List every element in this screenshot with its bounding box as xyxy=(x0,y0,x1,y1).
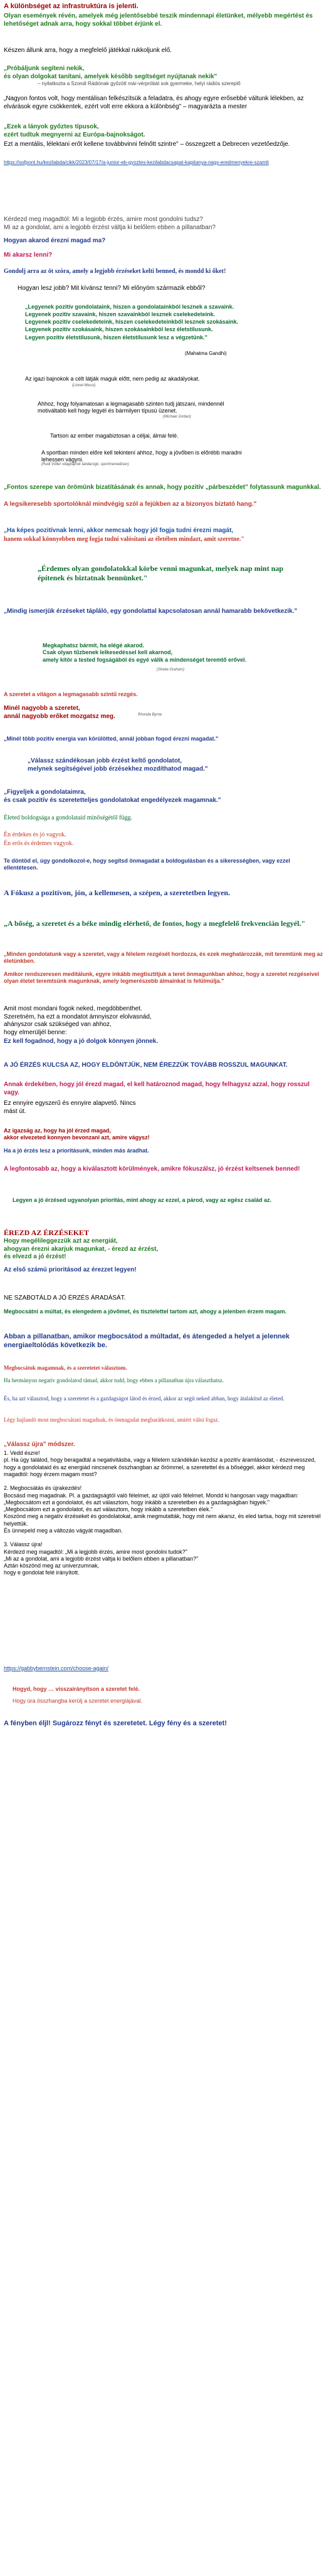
abban: Abban a pillanatban, amikor megbocsátod a múltadat, és átengeded a helyet a jelennek energiaeltolódás következik be. xyxy=(4,1333,290,1349)
megbocsatok: Megbocsátok magamnak, és a szeretetet választom. xyxy=(4,1365,127,1371)
figyeljek-quote: „Figyeljek a gondolataimra, és csak pozitív és szeretetteljes gondolatokat engedélyezek magamnak." xyxy=(4,789,221,804)
amit-most-bold: Ez kell fogadnod, hogy a jó dolgok könnyen jönnek. xyxy=(4,1038,159,1045)
ha-red: hanem sokkal könnyebben meg fogja tudni valósítani az életében mindazt, amit szeretne." xyxy=(4,536,244,543)
amit-most: Amit most mondani fogok neked, megdöbbenthet. Szeretném, ha ezt a mondatot ámnyiszor elolvasnád, ahányszor csak szükséged van ahhoz, hogy elmerüljél benne: xyxy=(4,1005,152,1036)
fontos-green: „Fontos szerepe van örömünk bizatításának és annak, hogy pozitív „párbeszédet" folytassunk magunkkal. xyxy=(4,484,321,491)
megbocsatni: Megbocsátni a múltat, és elengedem a jövőmet, és tisztelettel tartom azt, ahogy a jelenben érzem magam. xyxy=(4,1308,287,1315)
valassz-quote: „Válassz szándékosan jobb érzést keltő gondolatot, melynek segítségével jobb érzésekhez mozdíthatod magad." xyxy=(28,757,208,772)
quote1-head: „Próbáljunk segíteni nekik, és olyan dolgokat tanítani, amelyek később segítséget nyújtanak nekik" xyxy=(4,65,217,80)
erdemes-quote: „Érdemes olyan gondolatokkal körbe venni magunkat, melyek nap mint nap építenek és biztatnak bennünket." xyxy=(38,564,284,582)
minel-tobb: „Minél több pozitív energia van körülötted, annál jobban fogod érezni magadat." xyxy=(4,736,219,742)
minel-quote: Minél nagyobb a szeretet, annál nagyobb erőket mozgatsz meg. xyxy=(4,705,115,720)
legy: Légy hajlandó most megbocsátani magadnak, és önmagadat megbarátkozni, amiért válni fogsz. xyxy=(4,1417,219,1423)
es-ha: És, ha azt választod, hogy a szeretetet és a gazdagságot látod és érzed, akkor az segít neked abban, hogy átalakítsd az életed. xyxy=(4,1395,285,1402)
question-gondolj: Gondolj arra az öt szóra, amely a legjobb érzéseket kelti benned, és mondd ki őket! xyxy=(4,268,226,275)
boseg-quote: „A bőség, a szeretet és a béke mindig elérhető, de fontos, hogy a megfelelő frekvencián legyél." xyxy=(4,919,306,928)
gandhi-signature: (Mahatma Gandhi) xyxy=(185,351,227,356)
fontos-red: A legsikeresebb sportolóknál mindvégig szól a fejükben az a bizonyos biztató hang." xyxy=(4,501,257,508)
az-igazsag: Az igazság az, hogy ha jól érzed magad, akkor elvezeted konnyen bevonzani azt, amire vágysz! xyxy=(4,1127,150,1141)
quote-igazi-signature: (Lionel Messi) xyxy=(72,384,96,387)
te-dontod: Te döntöd el, úgy gondolkozol-e, hogy segítsd önmagadat a boldogulásban és a sikerességben, vagy ezzel ellentétesen. xyxy=(4,858,290,871)
question-hogyan: Hogyan akarod érezni magad ma? xyxy=(4,237,106,244)
quote1-body: „Nagyon fontos volt, hogy mentálisan felkészítsük a feladatra, és ahogy egyre erősebbé váltunk lélekben, az elvárások egyre csökkentek, ezért volt erre ekkora a különbség" – magyarázta a mester xyxy=(4,95,304,110)
source-link[interactable]: https://sofpont.hu/kezilabda/cikk/2023/07/17/a-junior-eb-gyoztes-kezilabdacsapat-kapitanya-nagy-eredmenyekre-szamit xyxy=(4,160,269,165)
hogyd: Hogyd, hogy … visszairányítson a szeretet felé. xyxy=(13,1686,140,1692)
heading: A különbséget az infrastruktúra is jelenti. xyxy=(4,3,138,10)
jo-erzes: A JÓ ÉRZÉS KULCSA AZ, HOGY ELDÖNTJÜK, NEM ÉREZZÜK TOVÁBB ROSSZUL MAGUNKAT. xyxy=(4,1062,288,1069)
fokusz: A Fókusz a pozitívon, jón, a kellemesen, a szépen, a szeretetben legyen. xyxy=(4,888,231,897)
erezd-green: Hogy megélileggezzük azt az energiát, ahogyan érezni akarjuk magunkat, - érezd az érzést, és elvezd a jó érzést! xyxy=(4,1238,159,1260)
intro-plain: Készen állunk arra, hogy a megfelelő játékkal rukkoljunk elő. xyxy=(4,47,172,54)
hogy-ura: Hogy úra összhangba kerülj a szeretet energiájával. xyxy=(13,1698,143,1704)
gabby-link[interactable]: https://gabbybernstein.com/choose-again/ xyxy=(4,1665,109,1671)
quote-sport: A sportban minden előre kell tekintení ahhoz, hogy a jövőben is előrébb maradni lehessen vágyni. xyxy=(41,449,242,463)
quote-tartson: Tartson az ember magabiztosan a céljai, álmai felé. xyxy=(50,433,179,439)
steps: 1. Vedd észre! pl. Ha úgy találod, hogy beragadtál a negativitásba, vagy a félelem szándékán kezdsz a pozitív áramlásodat, - észrevesszed, hogy a gondolataid és az energiád nincsenek összhangban az őrömmel, a szeretettel és a bőséggel, akkor kérdezd meg magadtól: hogy érzem magam most? 2. Megbocsátás és újrakezdés! Bocsásd meg magadnak. Pl. a gazdagságtól való félelmet, az újtól való félelmet. Mondd ki hangosan vagy magadban: „Megbocsátom ezt a gondolatot, és azt választom, hogy inkább a szeretetben és a gazdagságban higyek." „Megbocsátom ezt a gondolatot, és azt választom, hogy inkább a szeretetben élek." Koszönd meg a negatív érzéseket és gondolatokat, amik megmutatták, hogy mit nem akarsz, és eled tartsa, hogy mit szeretnél helyettük. És ünnepeld meg a változás vágyát magadban. 3. Válassz újra! Kérdezd meg magadtól: „Mi a legjobb érzés, amire most gondolni tudok?" „Mi az a gondolat, ami a legjobb érzést váltja ki belőlem ebben a pillanatban?" Aztán köszönd meg az univerzumnak, hogy e gondolat felé irányított. xyxy=(4,1450,321,1576)
quote2-head: „Ezek a lányok győztes típusok, ezért tudtuk megnyerni az Európa-bajnokságot. xyxy=(4,123,145,138)
megkaphatsz-quote: Megkaphatsz bármit, ha elégé akarod. Csak olyan tűzbenek lelkesedéssel kell akarnod, amely kitör a tested fogságából és egyé válik a mindenséget teremtő erővel. xyxy=(43,642,247,663)
gandhi-quote: „Legyenek pozitív gondolataink, hiszen a gondolatainkból lesznek a szavaink. Legyenek pozitív szavaink, hiszen szavainkból lesznek cselekedeteink. Legyenek pozitív cselekedeteink, hiszen cselekedeteinkből lesznek szokásaink. Legyenek pozitív szokásaink, hiszen szokásainkból lesz életstílusunk. Legyen pozitív életstílusunk, hiszen életstílusunk lesz a végzetünk." xyxy=(25,304,239,341)
ha-a-jo: Ha a jó érzés lesz a prioritásunk, minden más áradhat. xyxy=(4,1147,149,1154)
en-erdes-2: Én erős és érdemes vagyok. xyxy=(4,840,74,847)
amikor-red: Amikor rendszeresen meditálunk, egyre inkább megtisztítjuk a teret önmagunkban ahhoz, hogy a szeretet rezgéseivel olyan életet teremtsünk magunknak, amely legmerészebb álmainkat is felülmúlja." xyxy=(4,971,320,985)
quote-sport-signature: (Rudi Völler világbajnok labdarúgó, sportmenedzser) xyxy=(41,463,129,466)
ha-blue: „Ha képes pozitívnak lenni, akkor nemcsak hogy jól fogja tudni érezni magát, xyxy=(4,527,234,534)
minden-red: „Minden gondolatunk vagy a szeretet, vagy a félelem rezgését hordozza, és ezek meghatározzák, mit teremtünk meg az életünkben. xyxy=(4,951,323,965)
valassz-ujra: „Válassz újra" módszer. xyxy=(4,1441,75,1448)
final-line: A fényben éljl! Sugározz fényt és szeretetet. Légy fény és a szeretet! xyxy=(4,1720,227,1727)
legyen: Legyen a jó érzésed ugyanolyan prioritás, mint ahogy az ezzel, a párod, vagy az egész család az. xyxy=(13,1197,272,1203)
quote-ahhoz: Ahhoz, hogy folyamatosan a legmagasabb szinten tudj játszani, mindennél motiváltabb kell hogy legyél és bármilyen típusú üzenet. xyxy=(38,401,224,414)
megkaphatsz-signature: (Sheila Graham) xyxy=(157,668,185,672)
quote-ahhoz-signature: (Michael Jordan) xyxy=(163,415,191,419)
eletedet: Életed boldogsága a gondolataid minőségétől függ. xyxy=(4,814,132,821)
szeretet-red: A szeretet a világon a legmagasabb szintű rezgés. xyxy=(4,691,138,697)
ez-ennyire: Ez ennyire egyszerű és ennyire alapvető. Nincs mást út. xyxy=(4,1100,136,1115)
annak: Annak érdekében, hogy jól érezd magad, el kell határoznod magad, hogy felhagysz azzal, hogy rosszul vagy. xyxy=(4,1081,310,1096)
ha-hermann: Ha hermányon negatív gondolatod támad, akkor tudd, hogy ebben a pillanatban újra választhatsz. xyxy=(4,1377,224,1383)
legfontosabb: A legfontosabb az, hogy a kiválasztott körülmények, amikre fókuszálsz, jó érzést keltsenek benned! xyxy=(4,1166,300,1173)
az-elso: Az első számú prioritásod az érezzet legyen! xyxy=(4,1266,137,1273)
intro-green: Olyan események révén, amelyek még jelentősebbé teszik mindennapi életünket, mélyebb megértést és lehetőséget adnak arra, hogy sokkal többet érjünk el. xyxy=(4,13,313,28)
mindig-quote: „Mindig ismerjük érzéseket tápláló, egy gondolattal kapcsolatosan annál hamarabb bekövetkezik." xyxy=(4,608,298,615)
question-magad: Kérdezd meg magadtól: Mi a legjobb érzés, amire most gondolni tudsz? Mi az a gondolat, ami a legjobb érzést váltja ki belőlem ebben a pillanatban? xyxy=(4,216,216,231)
erezd-heading: ÉREZD AZ ÉRZÉSEKET xyxy=(4,1228,90,1237)
quote1-attr: – nyilatkozta a Szondi Rádiónak győzött már-vérpróbát sok gyermeke, helyi rádiós szereplő xyxy=(38,81,241,86)
minel-signature: Rhonda Byrne xyxy=(138,713,162,717)
ne-szabotald: NE SZABOTÁLD A JÓ ÉRZÉS ÁRADÁSÁT. xyxy=(4,1295,126,1301)
question-hogyan-lesz: Hogyan lesz jobb? Mit kívánsz tenni? Mi előnyöm származik ebből? xyxy=(18,285,206,292)
quote2-body: Ezt a mentális, lélektani erőt kellene továbbvinni felnőtt szintre" – összegzett a Debrecen vezetőedzője. xyxy=(4,141,290,148)
question-mi: Mi akarsz lenni? xyxy=(4,252,53,259)
en-erdes-1: Én érdekes és jó vagyok. xyxy=(4,831,66,838)
quote-igazi: Az igazi bajnokok a célt látják maguk előtt, nem pedig az akadályokat. xyxy=(25,376,200,382)
